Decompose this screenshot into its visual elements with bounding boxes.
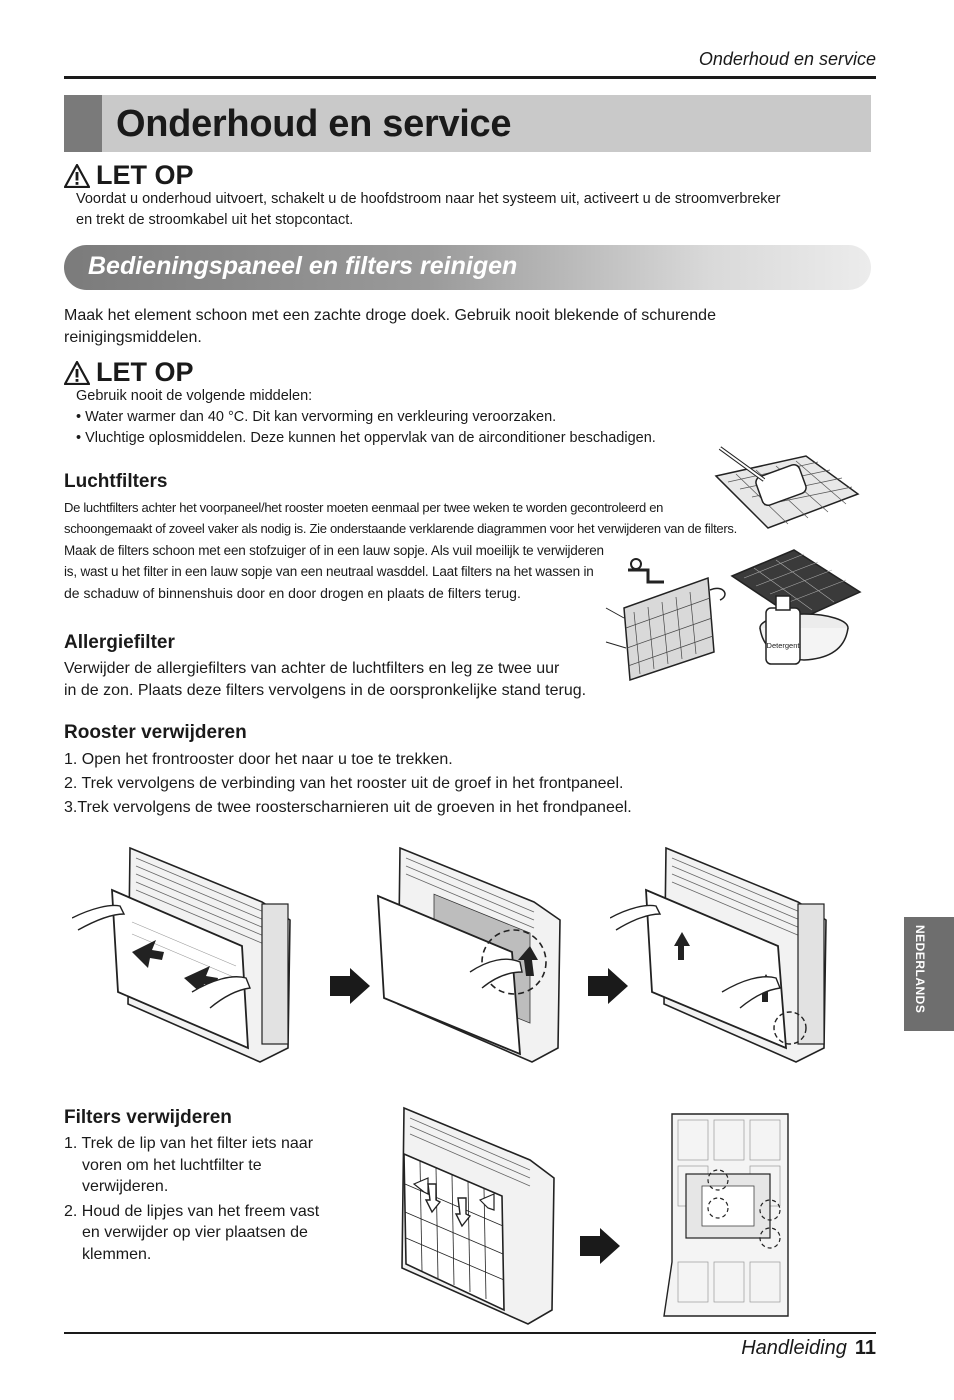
filter-removal-illustration: [384, 1104, 556, 1326]
luchtfilters-heading: Luchtfilters: [64, 471, 168, 492]
grille-step3-illustration: [610, 842, 832, 1064]
rooster-heading: Rooster verwijderen: [64, 722, 247, 743]
caution2-bullet2: • Vluchtige oplosmiddelen. Deze kunnen het oppervlak van de airconditioner beschadigen.: [76, 430, 656, 446]
page-title-bar: [64, 95, 871, 152]
top-rule: [64, 76, 876, 79]
filters-steps: [64, 1133, 334, 1268]
allergiefilter-line2: in de zon. Plaats deze filters vervolgens in de oorspronkelijke stand terug.: [64, 682, 587, 699]
rooster-step3: 3.Trek vervolgens de twee roosterscharnieren uit de groeven in het frondpaneel.: [64, 799, 632, 816]
page-title: Onderhoud en service: [116, 103, 512, 145]
caution2-lead: Gebruik nooit de volgende middelen:: [76, 388, 313, 404]
luchtfilters-line5: de schaduw of binnenshuis door en door drogen en plaats de filters terug.: [64, 585, 521, 601]
filters-step1: 1. Trek de lip van het filter iets naar voren om het luchtfilter te verwijderen.: [64, 1135, 314, 1195]
intro-line1: Maak het element schoon met een zachte droge doek. Gebruik nooit blekende of schurende: [64, 307, 716, 324]
caution-heading-2: [64, 357, 194, 388]
caution-heading: [64, 160, 194, 191]
warning-icon: [64, 164, 90, 188]
allergiefilter-line1: Verwijder de allergiefilters van achter de luchtfilters en leg ze twee uur: [64, 660, 560, 677]
rooster-step1: 1. Open het frontrooster door het naar u toe te trekken.: [64, 751, 453, 768]
section-title: Bedieningspaneel en filters reinigen: [88, 252, 518, 280]
intro-line2: reinigingsmiddelen.: [64, 329, 202, 346]
language-tab: [904, 917, 954, 1031]
arrow-right-icon: [330, 968, 370, 1004]
warning-icon: [64, 361, 90, 385]
page-number: 11: [854, 1337, 876, 1359]
section-bar: [64, 245, 871, 290]
washing-filter-illustration: [604, 548, 862, 690]
footer-label: Handleiding: [741, 1337, 847, 1359]
grille-step1-illustration: [72, 842, 296, 1064]
caution-label: LET OP: [96, 160, 194, 190]
caution1-line1: Voordat u onderhoud uitvoert, schakelt u de hoofdstroom naar het systeem uit, activeert u de stroomverbreker: [76, 191, 781, 207]
grille-step2-illustration: [374, 842, 564, 1064]
luchtfilters-line3: Maak de filters schoon met een stofzuiger of in een lauw sopje. Als vuil moeilijk te verwijderen: [64, 543, 604, 558]
caution2-bullet1: • Water warmer dan 40 °C. Dit kan vervorming en verkleuring veroorzaken.: [76, 409, 557, 425]
luchtfilters-line2: schoongemaakt of zoveel vaker als nodig is. Zie onderstaande verklarende diagrammen voor het verwijderen van de filters.: [64, 521, 737, 536]
language-tab-label: NEDERLANDS: [913, 925, 927, 1014]
arrow-right-icon: [580, 1228, 620, 1264]
filters-step2: 2. Houd de lipjes van het freem vast en verwijder op vier plaatsen de klemmen.: [64, 1202, 320, 1263]
allergiefilter-heading: Allergiefilter: [64, 632, 175, 653]
running-header: Onderhoud en service: [698, 49, 876, 69]
footer: [741, 1337, 876, 1360]
vacuum-filter-illustration: [712, 446, 862, 536]
rooster-step2: 2. Trek vervolgens de verbinding van het rooster uit de groef in het frontpaneel.: [64, 775, 624, 792]
caution1-line2: en trekt de stroomkabel uit het stopcontact.: [76, 212, 354, 228]
detergent-label: Detergent: [766, 641, 800, 650]
filter-clips-illustration: [662, 1112, 790, 1318]
caution-label: LET OP: [96, 357, 194, 387]
bottom-rule: [64, 1332, 876, 1334]
title-accent-block: [64, 95, 102, 152]
luchtfilters-line1: De luchtfilters achter het voorpaneel/het rooster moeten eenmaal per twee weken te worden gecontroleerd en: [64, 500, 664, 515]
filters-heading: Filters verwijderen: [64, 1107, 232, 1128]
luchtfilters-line4: is, wast u het filter in een lauw sopje van een neutraal wasddel. Laat filters na het wassen in: [64, 564, 594, 579]
